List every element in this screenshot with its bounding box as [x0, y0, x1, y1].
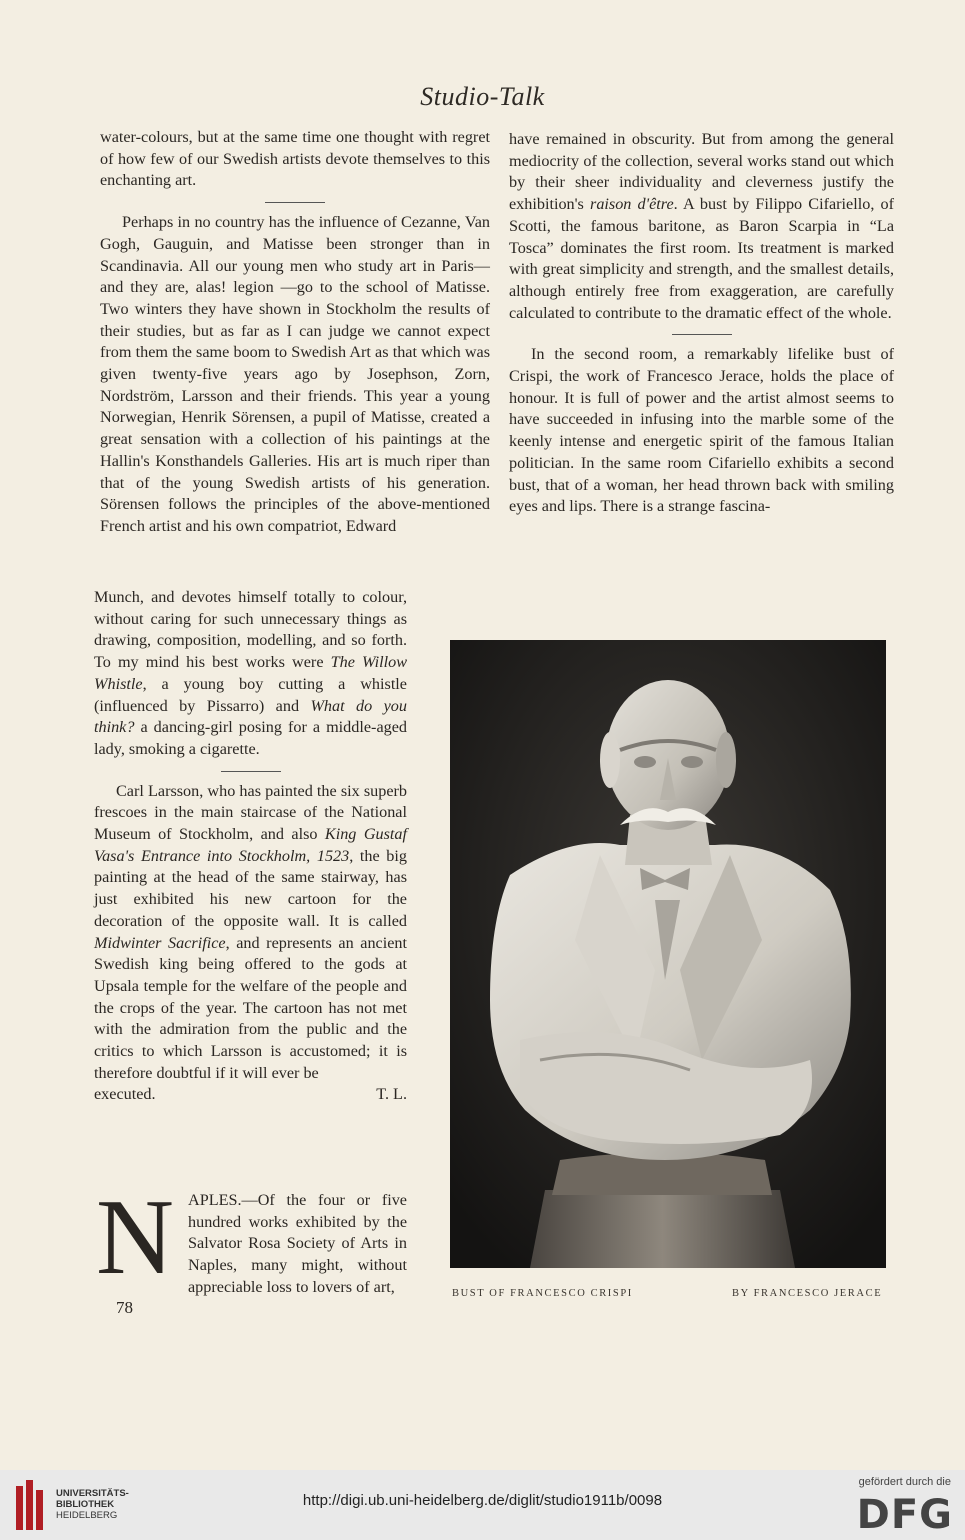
section-divider — [221, 771, 281, 772]
left-column-top — [100, 127, 490, 538]
paragraph: water-colours, but at the same time one thought with regret of how few of our Swedish artists devote themselves to this enchanting art. — [100, 128, 490, 190]
last-word: executed. — [94, 1085, 156, 1104]
digital-copy-link[interactable]: http://digi.ub.uni-heidelberg.de/diglit/studio1911b/0098 — [302, 1492, 663, 1509]
section-divider — [265, 202, 325, 203]
artwork-title: The Willow Whistle — [94, 653, 407, 693]
running-head: Studio-Talk — [420, 82, 545, 111]
library-name: UNIVERSITÄTS- BIBLIOTHEK HEIDELBERG — [56, 1488, 129, 1521]
italic-phrase: raison d'être — [590, 195, 674, 214]
dfg-logo: DFG — [856, 1492, 953, 1538]
page-number: 78 — [116, 1298, 133, 1317]
signoff-line — [94, 1084, 407, 1106]
paragraph: Carl Larsson, who has painted the six superb frescoes in the main staircase of the National Museum of Stockholm, and also King Gustaf Vasa's Entrance into Stockholm, 1523, the big painting at the head of the same stairway, has just exhibited his new cartoon for the decoration of the opposite wall. It is called Midwinter Sacrifice, and represents an ancient Swedish king being offered to the gods at Upsala temple for the welfare of the people and the crops of the year. The cartoon has not met with the admiration from the public and the critics to which Larsson is accustomed; it is therefore doubtful if it will ever be — [94, 781, 407, 1082]
artwork-title: Midwinter Sacrifice — [94, 933, 226, 952]
right-column — [509, 129, 894, 518]
artwork-title: What do you think? — [94, 696, 407, 737]
paragraph: Munch, and devotes himself totally to colour, without caring for such unnecessary things as drawing, composition, modelling, and so forth. To my mind his best works were The Willow Whistle, a young boy cutting a whistle (influenced by Pissarro) and What do you think? a dancing-girl posing for a middle-aged lady, smoking a cigarette. — [94, 588, 407, 758]
paragraph: In the second room, a remarkably lifelike bust of Crispi, the work of Francesco Jerace, holds the place of honour. It is full of power and the artist almost seems to have succeeded in infusing into the marble some of the keenly intense and energetic spirit of the famous Italian politician. In the same room Cifariello exhibits a second bust, that of a woman, her head thrown back with smiling eyes and lips. There is a strange fascina- — [509, 345, 894, 516]
naples-section — [94, 1178, 407, 1299]
photo-caption-title: BUST OF FRANCESCO CRISPI — [452, 1288, 633, 1299]
artwork-title: King Gustaf Vasa's Entrance into Stockholm, 1523 — [94, 825, 407, 865]
bust-photograph — [450, 640, 886, 1268]
paragraph: APLES.—Of the four or five hundred works exhibited by the Salvator Rosa Society of Arts in Naples, many might, without appreciable loss to lovers of art, — [188, 1191, 407, 1296]
drop-cap: N — [96, 1178, 174, 1297]
author-initials: T. L. — [376, 1085, 407, 1104]
paragraph: Perhaps in no country has the influence of Cezanne, Van Gogh, Gauguin, and Matisse been stronger than in Scandinavia. All our young men who study art in Paris—and they are, alas! legion —go to the school of Matisse. Two winters they have shown in Stockholm the results of their studies, but as far as I can judge we cannot expect from them the same boom to Swedish Art as that which was given twenty-five years ago by Josephson, Zorn, Nordström, Larsson and their friends. This year a young Norwegian, Henrik Sörensen, a pupil of Matisse, created a great sensation with a collection of his paintings at the Hallin's Konsthandels Galleries. His art is much riper than that of the young Swedish artists of his generation. Sörensen follows the principles of the above-mentioned French artist and his own compatriot, Edward — [100, 213, 490, 535]
left-column-bottom — [94, 587, 407, 1106]
photo-caption-credit: BY FRANCESCO JERACE — [732, 1288, 883, 1299]
paragraph: have remained in obscurity. But from among the general mediocrity of the collection, several works stand out which by their sheer individuality and cleverness justify the exhibition's raison d'être. A bust by Filippo Cifariello, of Scotti, the famous baritone, as Baron Scarpia in “La Tosca” dominates the first room. Its treatment is marked with great simplicity and strength, and the smallest details, although entirely free from exaggeration, are carefully calculated to contribute to the dramatic effect of the whole. — [509, 130, 895, 322]
bust-illustration — [450, 640, 886, 1268]
section-divider — [672, 334, 732, 335]
footer-bar — [0, 1470, 965, 1540]
funding-note: gefördert durch die — [858, 1476, 951, 1488]
